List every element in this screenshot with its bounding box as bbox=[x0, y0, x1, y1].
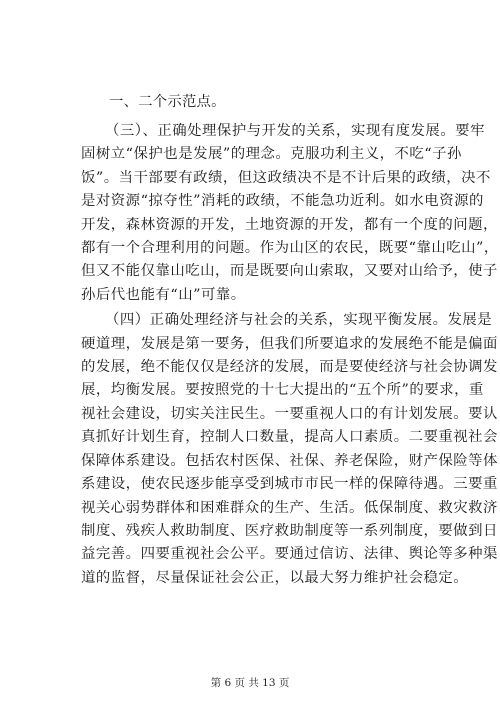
paragraph-line: （四）正确处理经济与社会的关系，实现平衡发展。发展是 bbox=[105, 312, 493, 329]
paragraph-line: 保障体系建设。包括农村医保、社保、养老保险，财产保险等体 bbox=[81, 452, 498, 469]
paragraph-line: 视社会建设，切实关注民生。一要重视人口的有计划发展。要认 bbox=[81, 405, 498, 422]
paragraph-line: 道的监督，尽量保证社会公正，以最大努力维护社会稳定。 bbox=[81, 569, 469, 586]
paragraph-line: 的发展，绝不能仅仅是经济的发展，而是要使经济与社会协调发 bbox=[81, 359, 498, 376]
paragraph-line: 饭”。当干部要有政绩，但这政绩决不是不计后果的政绩，决不 bbox=[81, 169, 491, 186]
paragraph-line: 但又不能仅靠山吃山，而是既要向山索取，又要对山给予，使子 bbox=[81, 263, 498, 280]
section-heading: 一、二个示范点。 bbox=[109, 94, 226, 110]
paragraph-line: 孙后代也能有“山”可靠。 bbox=[81, 286, 246, 303]
paragraph-line: 系建设，使农民逐步能享受到城市市民一样的保障待遇。三要重 bbox=[81, 476, 498, 493]
paragraph-line: 展，均衡发展。要按照党的十七大提出的“五个所”的要求，重 bbox=[81, 382, 484, 399]
paragraph-line: 固树立“保护也是发展”的理念。克服功利主义，不吃“子孙 bbox=[81, 146, 462, 163]
paragraph-line: 硬道理，发展是第一要务，但我们所要追求的发展绝不能是偏面 bbox=[81, 335, 498, 352]
paragraph-line: 真抓好计划生育，控制人口数量，提高人口素质。二要重视社会 bbox=[81, 429, 498, 446]
paragraph-line: 视关心弱势群体和困难群众的生产、生活。低保制度、救灾救济 bbox=[81, 499, 498, 516]
paragraph-protection-development bbox=[81, 120, 499, 307]
paragraph-economy-society bbox=[81, 309, 498, 590]
document-body bbox=[81, 88, 499, 590]
paragraph-line: 益完善。四要重视社会公平。要通过信访、法律、舆论等多种渠 bbox=[81, 546, 498, 563]
paragraph-line: （三）、正确处理保护与开发的关系，实现有度发展。要牢 bbox=[105, 123, 485, 139]
paragraph-line: 是对资源“掠夺性”消耗的政绩，不能急功近利。如水电资源的 bbox=[81, 193, 484, 210]
paragraph-line: 开发，森林资源的开发，土地资源的开发，都有一个度的问题， bbox=[81, 216, 498, 233]
paragraph-line: 制度、残疾人救助制度、医疗救助制度等一系列制度，要做到日 bbox=[81, 522, 498, 539]
page-footer: 第 6 页 共 13 页 bbox=[210, 677, 290, 689]
paragraph-line: 都有一个合理利用的问题。作为山区的农民，既要“靠山吃山”， bbox=[81, 240, 499, 257]
